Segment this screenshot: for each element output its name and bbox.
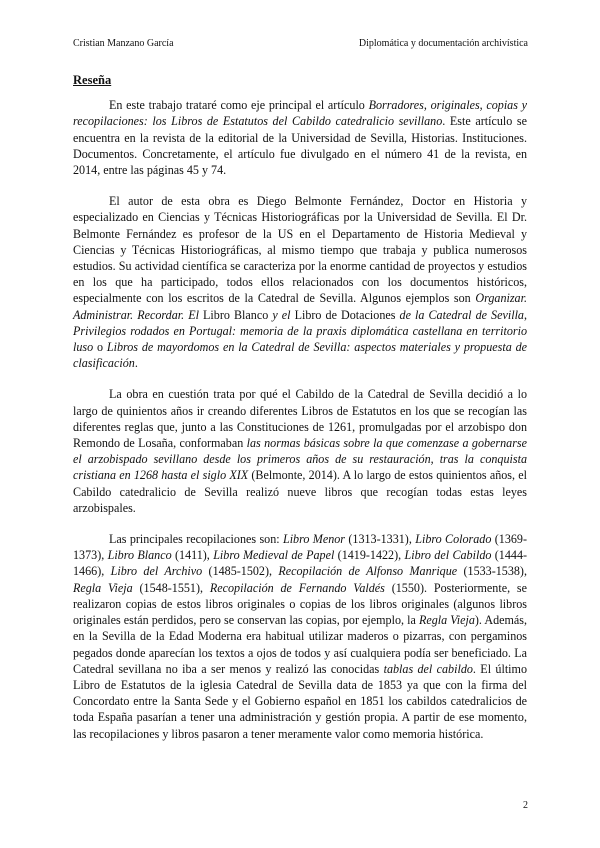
italic-text-run: tablas del cabildo [383,661,473,676]
text-run: (1419-1422), [334,548,405,563]
section-heading: Reseña [73,73,112,87]
text-run: (1411), [171,548,214,563]
text-run: . El último Libro de Estatutos de la iglesia Catedral de Sevilla data de 1853 ya que con la firma del Concordato entre la Santa Sede y el Gobierno español en 1851 los cabildos catedralicios de toda España pasarían a tener una administración y gestión propia. A partir de ese momento, las recopilaciones y libros pasaron a tener meramente valor como memoria histórica. [73,661,527,741]
header-course: Diplomática y documentación archivística [358,38,528,49]
italic-text-run: Privilegios rodados en Portugal: memoria de la praxis diplomática castellana en territorio luso [73,323,527,355]
text-run: La obra en cuestión trata por qué el Cabildo de la Catedral de Sevilla decidió a lo largo de quinientos años ir creando diferentes Libros de Estatutos en los que se recogían las diferentes reglas que, junto a las Constituciones de 1261, promulgadas por el arzobispo don Remondo de Losaña, conformaban [73,387,527,451]
italic-text-run: de la Catedral de Sevilla [399,307,524,322]
text-run: (1550). Posteriormente, se realizaron copias de estos libros originales o copias de los libros originales (algunos libros originales están perdidos, pero se conservan las copias, por ejemplo, la [73,580,528,628]
text-run: (1548-1551), [132,580,210,595]
italic-text-run: Recopilación de Alfonso Manrique [278,564,458,579]
italic-text-run: Libro Menor [282,532,346,547]
italic-text-run: Libro Blanco [107,548,172,563]
paragraph-4 [73,531,527,742]
italic-text-run: Organizar. Administrar. Recordar. El [73,291,527,322]
paragraph-2 [73,193,527,371]
text-run: Libro Blanco [198,307,273,322]
paragraph-3 [73,386,527,516]
text-run: El autor de esta obra es Diego Belmonte Fernández, Doctor en Historia y especializado en Ciencias y Técnicas Historiográficas por la Universidad de Sevilla. El Dr. Belmonte Fernández es profesor de la US en el Departamento de Historia Medieval y Ciencias y Técnicas Historiográficas, al mismo tiempo que trabaja y publica numerosos estudios. Su actividad científica se caracteriza por la enorme cantidad de proyectos y estudios en los que ha participado, todos ellos relacionados con los documentos históricos, especialmente con los escritos de la Catedral de Sevilla. Algunos ejemplos son [73,194,527,306]
text-run: , [523,307,528,322]
italic-text-run: Libro del Archivo [110,564,203,579]
text-run: Libro de Dotaciones [290,307,400,322]
italic-text-run: las normas básicas sobre la que comenzase a gobernarse el arzobispado sevillano desde los primeros años de su restauración, tras la conquista cristiana en 1268 hasta el siglo XIX [73,436,527,483]
italic-text-run: Regla Vieja [418,613,475,628]
text-run: (1369-1373), [73,532,528,563]
header-author: Cristian Manzano García [73,38,174,49]
document-body [73,72,527,757]
italic-text-run: Regla Vieja [73,580,133,595]
italic-text-run: Libro Colorado [415,532,492,547]
text-run: . [134,356,138,371]
text-run: . Este artículo se encuentra en la revista de la editorial de la Universidad de Sevilla, Historias. Instituciones. Documentos. Concretamente, el artículo fue divulgado en el número 41 de la revista, en 2014, entre las páginas 45 y 74. [73,114,527,178]
italic-text-run: Borradores, originales, copias y recopilaciones: los Libros de Estatutos del Cabildo catedralicio sevillano [73,98,528,129]
text-run: (1485-1502), [202,564,279,579]
page-header [73,38,528,49]
text-run: (1444-1466), [73,548,528,579]
italic-text-run: Libro Medieval de Papel [213,548,335,563]
italic-text-run: Libros de mayordomos en la Catedral de Sevilla: aspectos materiales y propuesta de clasificación [73,340,527,371]
text-run: o [93,340,107,355]
text-run: (1533-1538), [457,564,527,579]
text-run: (1313-1331), [345,532,416,547]
text-run: ). Además, en la Sevilla de la Edad Moderna era habitual utilizar maderos o pizarras, con pergaminos pegados donde aparecían los textos a ojos de todos y así cualquiera podía ser beneficiado. La Catedral sevillana no iba a ser menos y realizó las conocidas [73,613,527,676]
text-run: Las principales recopilaciones son: [109,532,283,547]
text-run: (Belmonte, 2014). A lo largo de estos quinientos años, el Cabildo catedralicio de Sevilla realizó nueve libros que recogían todas estas leyes arzobispales. [73,468,527,515]
page-number: 2 [523,800,528,811]
paragraph-1 [73,97,527,178]
text-run: En este trabajo trataré como eje principal el artículo [109,98,369,113]
italic-text-run: Libro del Cabildo [404,548,492,563]
italic-text-run: Recopilación de Fernando Valdés [209,580,385,595]
italic-text-run: y el [272,307,291,322]
